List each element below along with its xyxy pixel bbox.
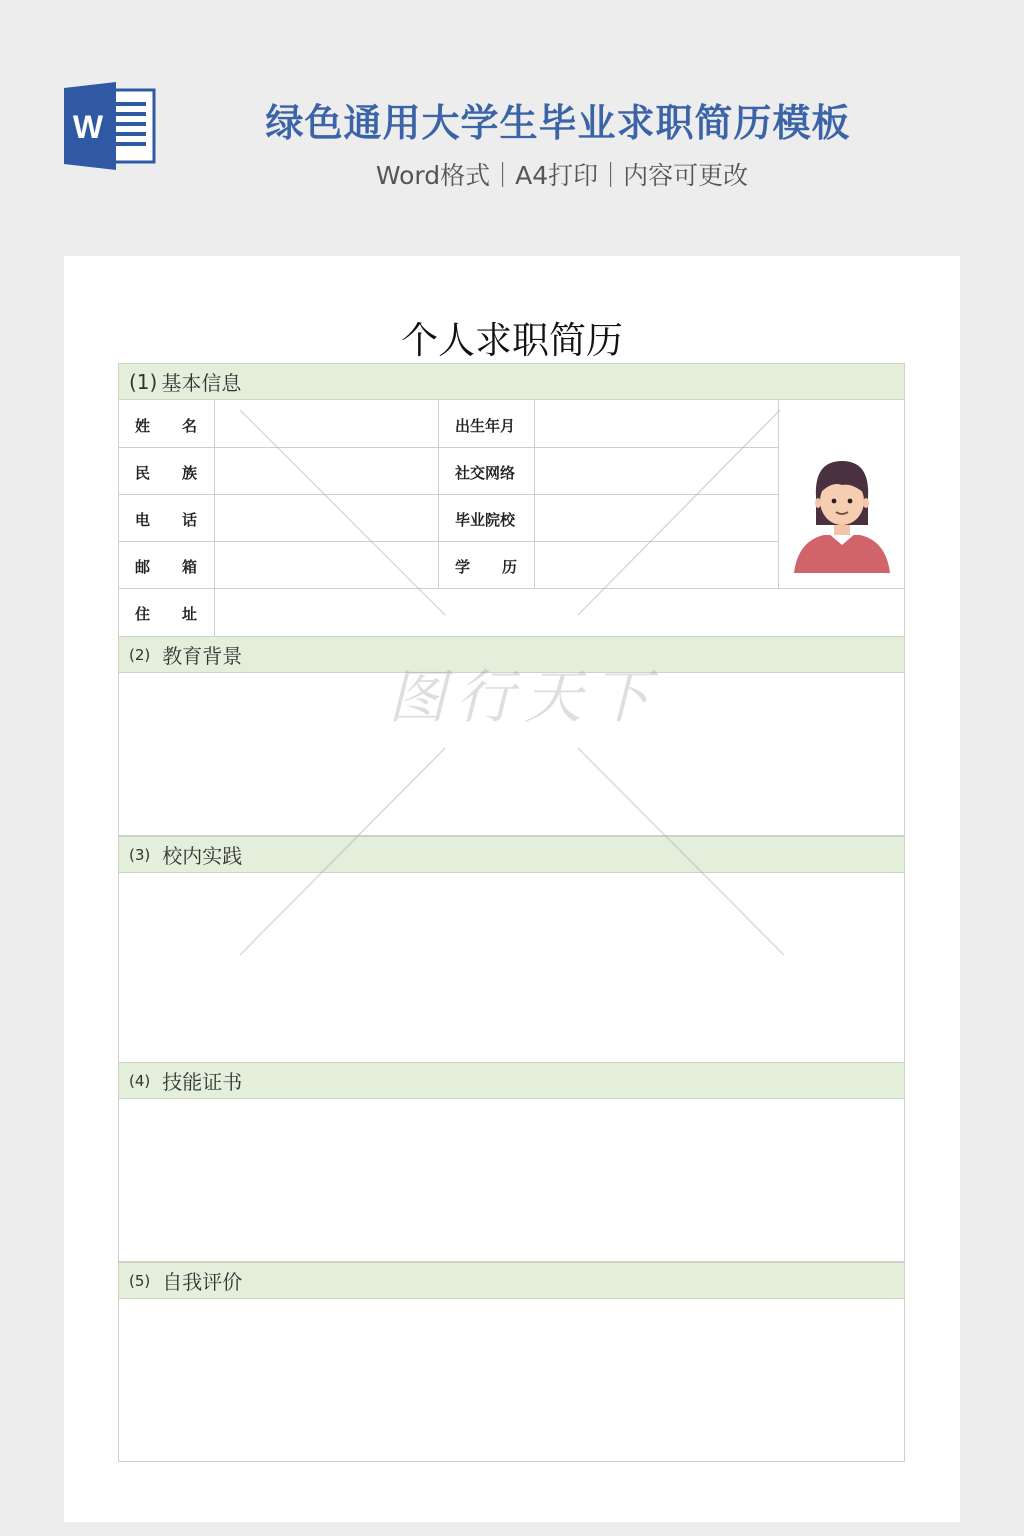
self-evaluation-content-area[interactable]	[118, 1299, 905, 1462]
watermark-text: 图行天下	[388, 663, 661, 731]
word-logo-letter: W	[72, 109, 104, 145]
section-number: (4)	[129, 1071, 151, 1090]
section-number: (1)	[129, 369, 158, 394]
template-title: 绿色通用大学生毕业求职简历模板	[265, 101, 851, 145]
template-subtitle: Word格式｜A4打印｜内容可更改	[375, 161, 749, 190]
section-basic-info	[118, 363, 905, 400]
basic-info-grid	[118, 400, 905, 637]
label-name: 姓 名	[135, 417, 197, 435]
label-education: 学 历	[455, 558, 517, 576]
label-birthdate: 出生年月	[455, 417, 516, 435]
section-label: 校内实践	[162, 844, 243, 868]
section-label: 基本信息	[161, 371, 242, 395]
resume-title: 个人求职简历	[401, 319, 623, 362]
label-ethnicity: 民 族	[135, 464, 197, 482]
label-email: 邮 箱	[135, 558, 197, 576]
section-label: 教育背景	[162, 644, 243, 668]
section-campus-practice	[118, 836, 905, 873]
label-social: 社交网络	[455, 464, 516, 482]
section-number: (2)	[129, 645, 151, 664]
section-label: 自我评价	[162, 1270, 243, 1294]
label-phone: 电 话	[135, 511, 197, 529]
section-number: (3)	[129, 845, 151, 864]
section-number: (5)	[129, 1271, 151, 1290]
skills-content-area[interactable]	[118, 1099, 905, 1262]
campus-practice-content-area[interactable]	[118, 873, 905, 1063]
label-address: 住 址	[135, 605, 197, 623]
label-school: 毕业院校	[455, 511, 516, 529]
female-avatar-icon	[790, 455, 894, 575]
section-skills-certificates	[118, 1062, 905, 1099]
section-self-evaluation	[118, 1262, 905, 1299]
section-label: 技能证书	[162, 1070, 243, 1094]
